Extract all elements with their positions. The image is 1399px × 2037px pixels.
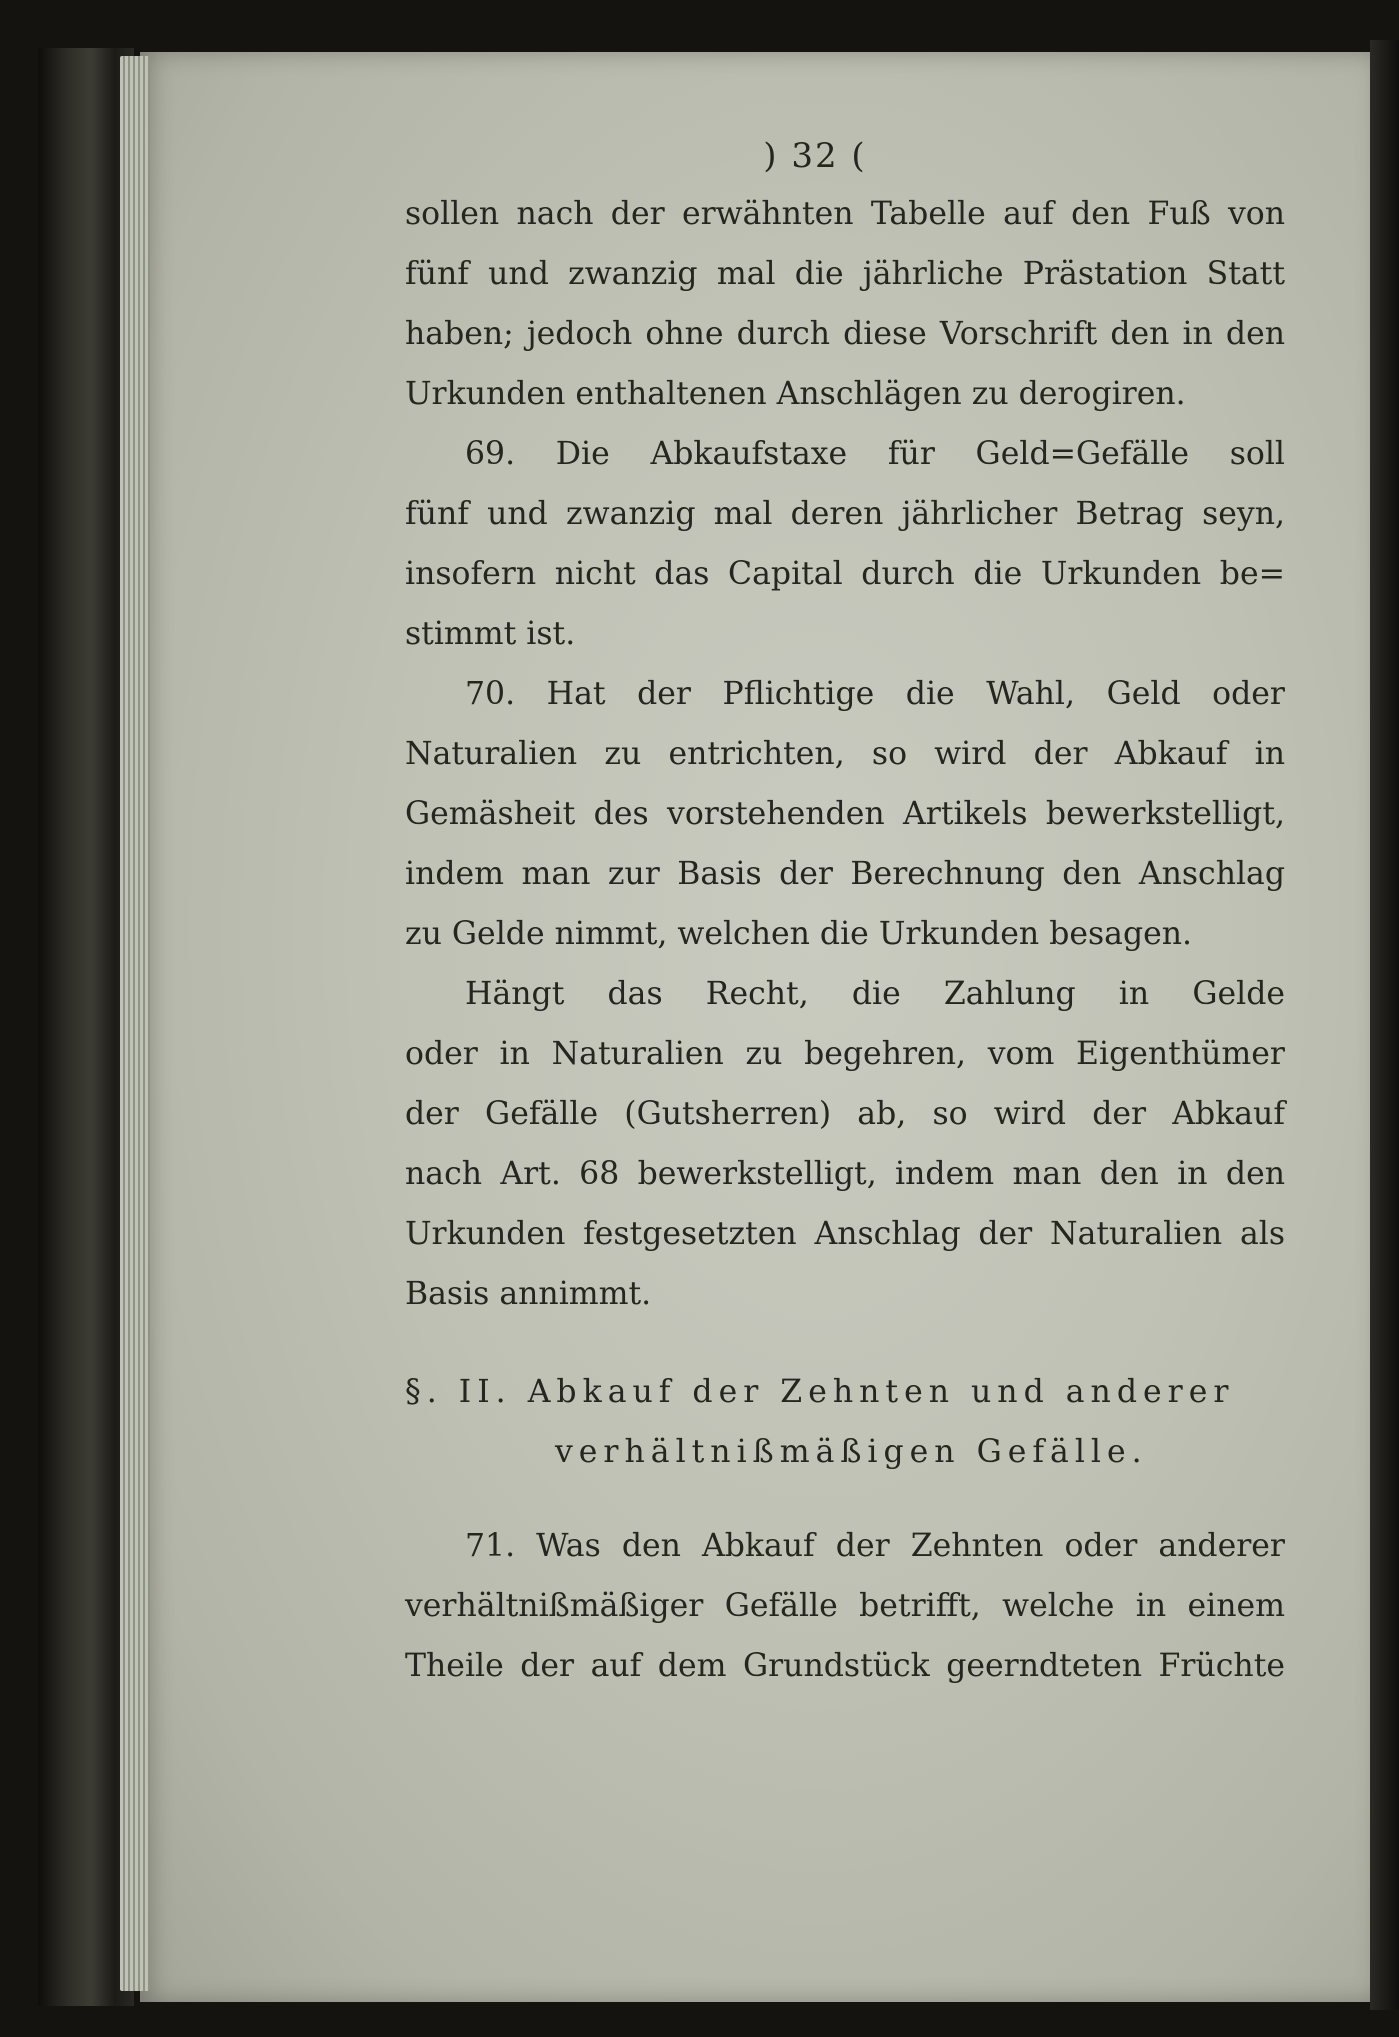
text-line: verhältnißmäßiger Gefälle betrifft, welche in einem	[405, 1588, 1285, 1624]
text-line: nach Art. 68 bewerkstelligt, indem man den in den	[405, 1156, 1285, 1192]
text-line: Gemäsheit des vorstehenden Artikels bewerkstelligt,	[405, 796, 1285, 832]
text-line: stimmt ist.	[405, 616, 576, 652]
text-line: haben; jedoch ohne durch diese Vorschrift den in den	[405, 316, 1285, 352]
text-line: Urkunden enthaltenen Anschlägen zu derogiren.	[405, 376, 1186, 412]
page-edges	[120, 56, 150, 1991]
text-line: 71. Was den Abkauf der Zehnten oder anderer	[465, 1528, 1285, 1564]
text-line: Theile der auf dem Grundstück geerndteten Früchte	[405, 1648, 1285, 1684]
text-line: zu Gelde nimmt, welchen die Urkunden besagen.	[405, 916, 1193, 952]
paragraph-70b	[405, 964, 1285, 1324]
text-line: indem man zur Basis der Berechnung den Anschlag	[405, 856, 1285, 892]
right-shadow-edge	[1370, 40, 1399, 2010]
text-line: Basis annimmt.	[405, 1276, 652, 1312]
text-line: sollen nach der erwähnten Tabelle auf den Fuß von	[405, 196, 1285, 232]
paragraph-68-end	[405, 184, 1285, 424]
text-line: insofern nicht das Capital durch die Urkunden be=	[405, 556, 1285, 592]
page-text	[405, 128, 1285, 1696]
text-line: Hängt das Recht, die Zahlung in Gelde	[465, 976, 1285, 1012]
paragraph-69	[405, 424, 1285, 664]
text-line: Urkunden festgesetzten Anschlag der Naturalien als	[405, 1216, 1285, 1252]
text-line: fünf und zwanzig mal die jährliche Prästation Statt	[405, 256, 1285, 292]
page-number: ) 32 (	[763, 136, 867, 176]
section-heading-line: §. II. Abkauf der Zehnten und anderer	[405, 1374, 1235, 1410]
text-line: 69. Die Abkaufstaxe für Geld=Gefälle soll	[465, 436, 1285, 472]
text-line: der Gefälle (Gutsherren) ab, so wird der Abkauf	[405, 1096, 1285, 1132]
text-line: Naturalien zu entrichten, so wird der Abkauf in	[405, 736, 1285, 772]
paragraph-71	[405, 1516, 1285, 1696]
text-line: 70. Hat der Pflichtige die Wahl, Geld oder	[465, 676, 1285, 712]
text-line: oder in Naturalien zu begehren, vom Eigenthümer	[405, 1036, 1285, 1072]
section-heading	[405, 1362, 1285, 1482]
text-line: fünf und zwanzig mal deren jährlicher Betrag seyn,	[405, 496, 1285, 532]
section-heading-line: verhältnißmäßigen Gefälle.	[555, 1434, 1148, 1470]
paragraph-70	[405, 664, 1285, 964]
